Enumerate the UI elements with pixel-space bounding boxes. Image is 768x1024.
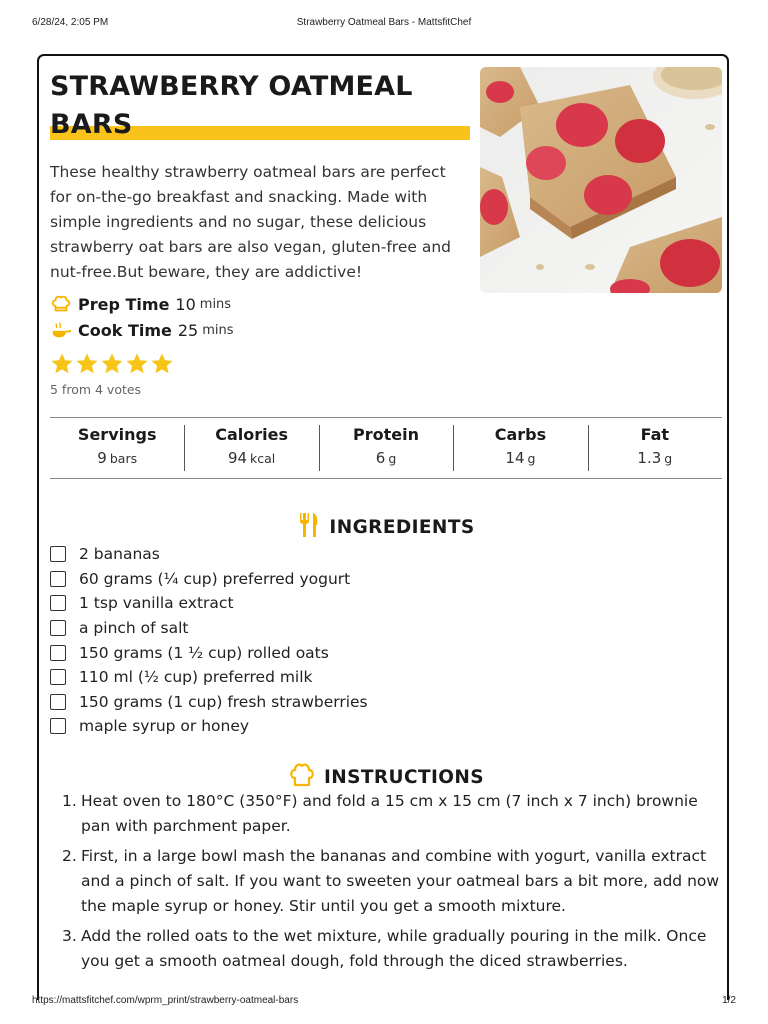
nutrition-protein: Protein 6 g [319, 418, 453, 478]
rating-votes: 5 from 4 votes [50, 382, 142, 397]
list-item: 150 grams (1 ½ cup) rolled oats [50, 640, 368, 665]
ingredient-checkbox[interactable] [50, 645, 66, 661]
print-datetime: 6/28/24, 2:05 PM [32, 17, 109, 28]
ingredient-checkbox[interactable] [50, 620, 66, 636]
list-item: 1 tsp vanilla extract [50, 591, 368, 616]
list-item: 2 bananas [50, 542, 368, 567]
recipe-title-block [50, 68, 472, 144]
prep-time: Prep Time 10 mins [50, 292, 231, 316]
rating-stars[interactable] [50, 352, 175, 376]
strawberry-oatmeal-bars-photo-icon [480, 67, 722, 293]
nutrition-summary [50, 417, 722, 479]
recipe-summary: These healthy strawberry oatmeal bars are perfect for on-the-go breakfast and snacking. Made with simple ingredients and no sugar, these delicious strawberry oat bars are also vegan, gluten-free and nut-free.But beware, they are addictive! [50, 163, 452, 281]
star-icon[interactable] [50, 352, 74, 376]
pan-icon [50, 319, 72, 341]
list-item: 110 ml (½ cup) preferred milk [50, 665, 368, 690]
chef-hat-icon [288, 762, 316, 792]
list-item: a pinch of salt [50, 616, 368, 641]
ingredients-list [50, 542, 368, 739]
star-icon[interactable] [125, 352, 149, 376]
ingredient-checkbox[interactable] [50, 546, 66, 562]
list-item: 2. First, in a large bowl mash the bananas and combine with yogurt, vanilla extract and a pinch of salt. If you want to sweeten your oatmeal bars a bit more, add now the maple syrup or honey. Stir until you get a smooth mixture. [62, 847, 720, 915]
print-page-number: 1/2 [722, 995, 736, 1006]
nutrition-servings: Servings 9 bars [77, 425, 157, 467]
print-url: https://mattsfitchef.com/wprm_print/strawberry-oatmeal-bars [32, 995, 299, 1006]
utensils-icon [297, 511, 321, 543]
nutrition-calories: Calories 94 kcal [184, 418, 318, 478]
print-header [0, 17, 768, 31]
nutrition-fat: Fat 1.3 g [588, 418, 722, 478]
recipe-card [37, 54, 729, 1000]
instructions-heading: INSTRUCTIONS [50, 762, 722, 792]
star-icon[interactable] [100, 352, 124, 376]
list-item: 150 grams (1 cup) fresh strawberries [50, 690, 368, 715]
ingredient-checkbox[interactable] [50, 669, 66, 685]
list-item: maple syrup or honey [50, 714, 368, 739]
ingredient-checkbox[interactable] [50, 718, 66, 734]
print-footer [0, 995, 768, 1009]
recipe-photo [480, 67, 722, 293]
chef-hat-icon [50, 293, 72, 315]
ingredients-heading: INGREDIENTS [50, 512, 722, 542]
star-icon[interactable] [150, 352, 174, 376]
cook-time: Cook Time 25 mins [50, 318, 234, 342]
list-item: 1. Heat oven to 180°C (350°F) and fold a 15 cm x 15 cm (7 inch x 7 inch) brownie pan with parchment paper. [62, 792, 698, 835]
list-item: 60 grams (¼ cup) preferred yogurt [50, 567, 368, 592]
nutrition-carbs: Carbs 14 g [453, 418, 587, 478]
ingredient-checkbox[interactable] [50, 571, 66, 587]
list-item: 3. Add the rolled oats to the wet mixture, while gradually pouring in the milk. Once you get a smooth oatmeal dough, fold through the diced strawberries. [62, 927, 707, 970]
ingredient-checkbox[interactable] [50, 694, 66, 710]
ingredient-checkbox[interactable] [50, 595, 66, 611]
recipe-title: STRAWBERRY OATMEAL BARS [50, 71, 413, 140]
instructions-list [50, 789, 722, 979]
print-page-title: Strawberry Oatmeal Bars - MattsfitChef [296, 17, 472, 28]
star-icon[interactable] [75, 352, 99, 376]
